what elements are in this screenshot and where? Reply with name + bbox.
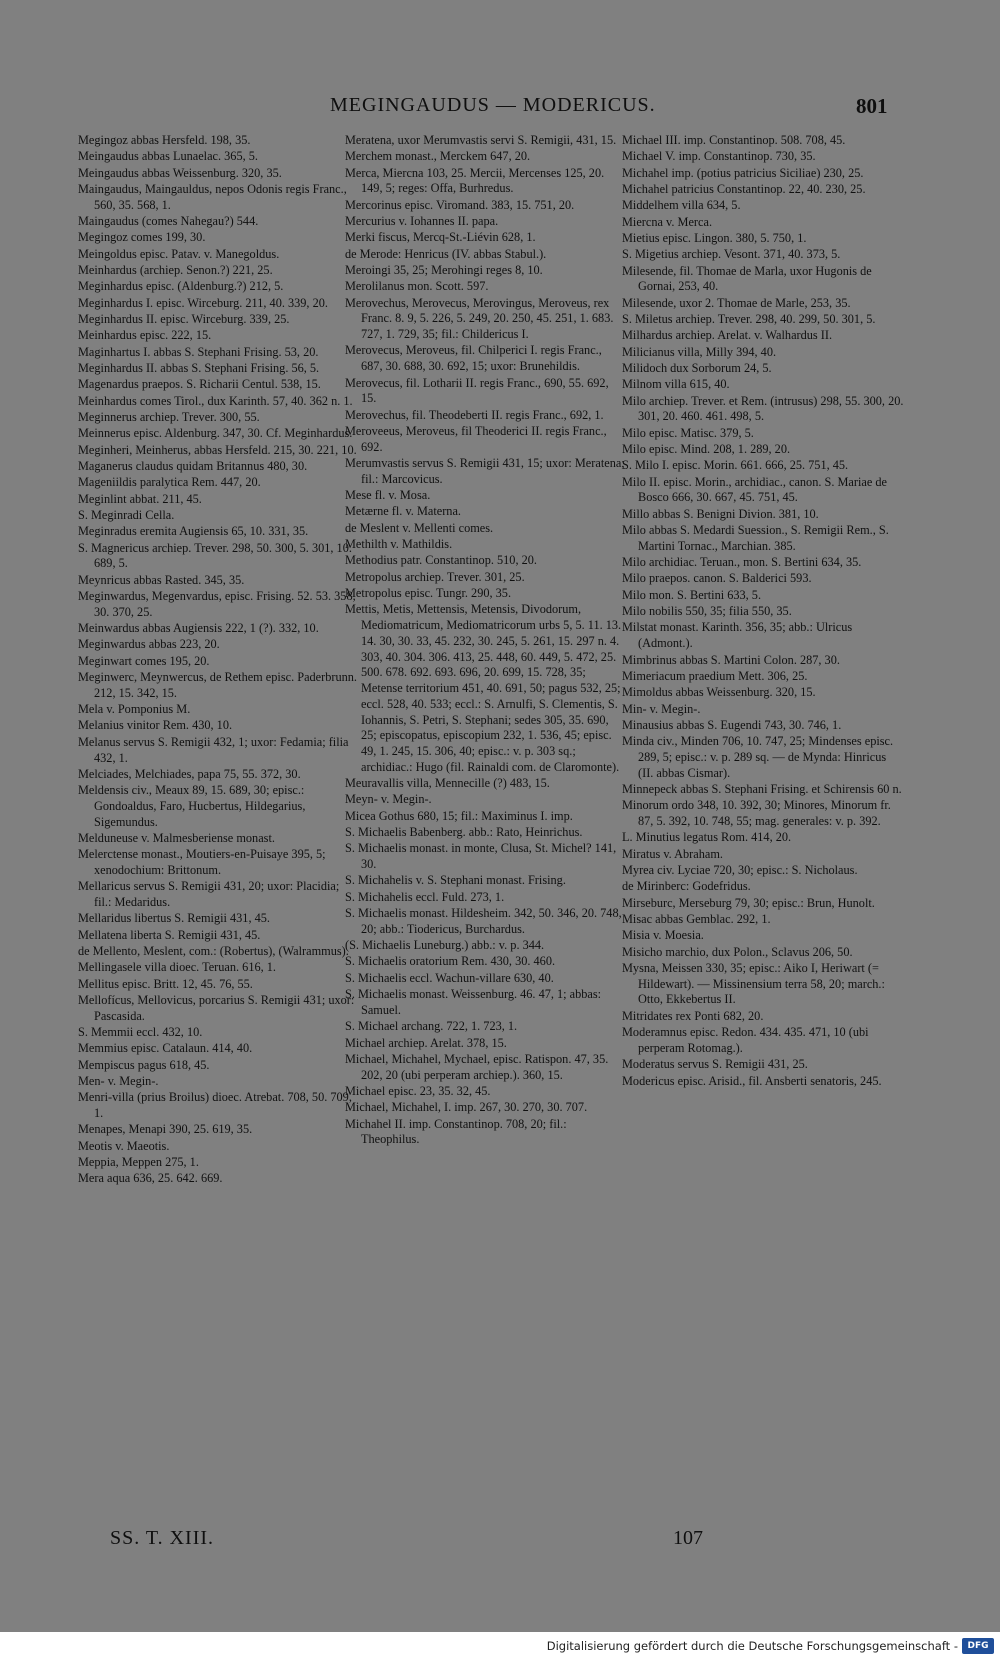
index-column-right: [622, 133, 904, 1090]
index-entry: Meppia, Meppen 275, 1.: [78, 1155, 199, 1170]
index-entry: Meginhardus episc. (Aldenburg.?) 212, 5.: [78, 279, 284, 294]
index-entry: Milnom villa 615, 40.: [622, 377, 730, 392]
index-entry: Mimoldus abbas Weissenburg. 320, 15.: [622, 685, 816, 700]
index-entry: Meginradus eremita Augiensis 65, 10. 331, 35.: [78, 524, 309, 539]
index-entry: de Mellento, Meslent, com.: (Robertus), (Walrammus).: [78, 944, 349, 959]
index-entry: Mitridates rex Ponti 682, 20.: [622, 1008, 764, 1023]
index-entry: Meinnerus episc. Aldenburg. 347, 30. Cf. Meginhardus.: [78, 426, 353, 441]
index-entry: Milesende, uxor 2. Thomae de Marle, 253, 35.: [622, 295, 851, 310]
index-entry: de Merode: Henricus (IV. abbas Stabul.).: [345, 246, 547, 261]
dfg-logo: DFG: [962, 1638, 994, 1654]
index-entry: Melduneuse v. Malmesberiense monast.: [78, 830, 275, 845]
index-entry: Meginnerus archiep. Trever. 300, 55.: [78, 409, 260, 424]
index-entry: Merumvastis servus S. Remigii 431, 15; uxor: Meratena; fil.: Marcovicus.: [345, 456, 625, 486]
index-entry: Maingaudus (comes Nahegau?) 544.: [78, 214, 259, 229]
index-entry: Millo abbas S. Benigni Divion. 381, 10.: [622, 506, 819, 521]
index-entry: S. Miletus archiep. Trever. 298, 40. 299, 50. 301, 5.: [622, 312, 876, 327]
index-entry: Meginhardus II. episc. Wirceburg. 339, 25.: [78, 312, 290, 327]
index-entry: Milhardus archiep. Arelat. v. Walhardus II.: [622, 328, 833, 343]
index-entry: Megingoz comes 199, 30.: [78, 230, 206, 245]
index-entry: Maginhartus I. abbas S. Stephani Frising. 53, 20.: [78, 344, 319, 359]
index-entry: (S. Michaelis Luneburg.) abb.: v. p. 344.: [345, 938, 545, 953]
index-entry: de Meslent v. Mellenti comes.: [345, 520, 494, 535]
index-entry: Menapes, Menapi 390, 25. 619, 35.: [78, 1122, 253, 1137]
index-entry: Meinhardus (archiep. Senon.?) 221, 25.: [78, 263, 273, 278]
index-entry: Mageniildis paralytica Rem. 447, 20.: [78, 475, 261, 490]
index-entry: S. Michaelis oratorium Rem. 430, 30. 460.: [345, 954, 556, 969]
index-entry: Milo II. episc. Morin., archidiac., canon. S. Mariae de Bosco 666, 30. 667, 45. 751, 45.: [622, 474, 887, 505]
index-entry: Michael archiep. Arelat. 378, 15.: [345, 1035, 507, 1050]
sheet-number: 107: [673, 1527, 703, 1549]
index-entry: Modericus episc. Arisid., fil. Ansberti senatoris, 245.: [622, 1073, 882, 1088]
index-entry: S. Michaelis Babenberg. abb.: Rato, Heinrichus.: [345, 825, 583, 840]
index-entry: S. Magnericus archiep. Trever. 298, 50. 300, 5. 301, 10. 689, 5.: [78, 540, 352, 571]
index-entry: Mellaricus servus S. Remigii 431, 20; uxor: Placidia; fil.: Medaridus.: [78, 879, 340, 910]
index-entry: Mietius episc. Lingon. 380, 5. 750, 1.: [622, 230, 807, 245]
credit-text: Digitalisierung gefördert durch die Deutsche Forschungsgemeinschaft -: [546, 1639, 958, 1653]
index-entry: Miratus v. Abraham.: [622, 846, 723, 861]
index-entry: Misac abbas Gemblac. 292, 1.: [622, 912, 771, 926]
index-entry: Mempiscus pagus 618, 45.: [78, 1057, 210, 1072]
index-entry: Merolilanus mon. Scott. 597.: [345, 279, 489, 294]
index-entry: Meratena, uxor Merumvastis servi S. Remigii, 431, 15.: [345, 133, 617, 147]
index-entry: Middelhem villa 634, 5.: [622, 198, 741, 213]
index-entry: Milidoch dux Sorborum 24, 5.: [622, 361, 772, 375]
index-entry: S. Michahelis v. S. Stephani monast. Frising.: [345, 873, 566, 888]
index-entry: Michael, Michahel, I. imp. 267, 30. 270, 30. 707.: [345, 1100, 588, 1115]
index-entry: Merovechus, Merovecus, Merovingus, Meroveus, rex Franc. 8. 9, 5. 226, 5. 249, 20. 250, 45. 251, 1. 683. 727, 1. 729, 35; fil.: Childericus I.: [345, 295, 614, 342]
index-entry: Milo nobilis 550, 35; filia 550, 35.: [622, 604, 792, 619]
index-entry: Milstat monast. Karinth. 356, 35; abb.: Ulricus (Admont.).: [622, 620, 853, 651]
index-entry: Meginheri, Meinherus, abbas Hersfeld. 215, 30. 221, 10.: [78, 442, 357, 457]
index-entry: Minnepeck abbas S. Stephani Frising. et Schirensis 60 n.: [622, 781, 902, 796]
running-title: MEGINGAUDUS — MODERICUS.: [330, 94, 656, 116]
index-entry: Misicho marchio, dux Polon., Sclavus 206, 50.: [622, 944, 853, 959]
index-entry: Mimbrinus abbas S. Martini Colon. 287, 30.: [622, 652, 840, 667]
index-entry: Meotis v. Maeotis.: [78, 1138, 170, 1153]
digitization-credit-bar: [0, 1632, 1000, 1661]
index-entry: Michahel patricius Constantinop. 22, 40. 230, 25.: [622, 181, 866, 196]
index-column-left: [78, 133, 358, 1188]
index-entry: Meinwardus abbas Augiensis 222, 1 (?). 332, 10.: [78, 621, 319, 636]
index-entry: Milo praepos. canon. S. Balderici 593.: [622, 571, 812, 586]
index-entry: Misia v. Moesia.: [622, 928, 704, 943]
index-entry: Miercna v. Merca.: [622, 214, 713, 229]
index-entry: Metropolus episc. Tungr. 290, 35.: [345, 586, 512, 601]
index-entry: Melerctense monast., Moutiers-en-Puisaye 395, 5; xenodochium: Brittonum.: [78, 847, 326, 878]
index-entry: Meginwerc, Meynwercus, de Rethem episc. Paderbrunn. 212, 15. 342, 15.: [78, 670, 357, 700]
index-entry: Meingoldus episc. Patav. v. Manegoldus.: [78, 246, 280, 261]
index-entry: Min- v. Megin-.: [622, 701, 701, 716]
index-entry: Magenardus praepos. S. Richarii Centul. 538, 15.: [78, 377, 321, 392]
index-entry: Meginhardus II. abbas S. Stephani Frising. 56, 5.: [78, 361, 320, 375]
index-entry: Milo episc. Mind. 208, 1. 289, 20.: [622, 442, 791, 457]
index-entry: S. Meginradi Cella.: [78, 507, 175, 522]
index-entry: Mercorinus episc. Viromand. 383, 15. 751, 20.: [345, 197, 575, 212]
index-entry: Milo archiep. Trever. et Rem. (intrusus) 298, 55. 300, 20. 301, 20. 460. 461. 498, 5.: [622, 393, 904, 424]
index-entry: Metærne fl. v. Materna.: [345, 504, 461, 519]
index-entry: Moderatus servus S. Remigii 431, 25.: [622, 1057, 808, 1072]
index-entry: Milo archidiac. Teruan., mon. S. Bertini 634, 35.: [622, 555, 862, 570]
index-entry: L. Minutius legatus Rom. 414, 20.: [622, 830, 792, 845]
index-entry: Milo mon. S. Bertini 633, 5.: [622, 587, 762, 602]
index-entry: Meyn- v. Megin-.: [345, 792, 432, 807]
index-entry: S. Michaelis monast. Weissenburg. 46. 47, 1; abbas: Samuel.: [345, 987, 602, 1017]
index-entry: Mela v. Pomponius M.: [78, 702, 191, 717]
index-entry: Memmius episc. Catalaun. 414, 40.: [78, 1041, 253, 1056]
index-entry: Milo abbas S. Medardi Suession., S. Remigii Rem., S. Martini Tornac., Marchian. 385.: [622, 523, 889, 553]
index-entry: S. Michaelis monast. Hildesheim. 342, 50. 346, 20. 748, 20; abb.: Tiodericus, Burchardus.: [345, 906, 622, 936]
index-entry: Meroingi 35, 25; Merohingi reges 8, 10.: [345, 263, 543, 278]
page-number: 801: [856, 94, 888, 118]
index-entry: Mercurius v. Iohannes II. papa.: [345, 214, 499, 229]
index-entry: Myrea civ. Lyciae 720, 30; episc.: S. Nicholaus.: [622, 863, 858, 878]
index-entry: Metropolus archiep. Trever. 301, 25.: [345, 569, 525, 584]
index-entry: S. Michahelis eccl. Fuld. 273, 1.: [345, 889, 505, 904]
index-entry: Michael episc. 23, 35. 32, 45.: [345, 1083, 491, 1098]
index-entry: Michahel imp. (potius patricius Siciliae) 230, 25.: [622, 165, 864, 180]
index-entry: Milicianus villa, Milly 394, 40.: [622, 344, 777, 359]
index-entry: Minausius abbas S. Eugendi 743, 30. 746, 1.: [622, 717, 842, 732]
index-entry: Mellingasele villa dioec. Teruan. 616, 1.: [78, 960, 276, 975]
index-entry: Meroveeus, Meroveus, fil Theoderici II. regis Franc., 692.: [345, 423, 607, 454]
index-entry: Melanus servus S. Remigii 432, 1; uxor: Fedamia; filia 432, 1.: [78, 734, 349, 765]
index-entry: Merca, Miercna 103, 25. Mercii, Mercenses 125, 20. 149, 5; reges: Offa, Burhredus.: [345, 165, 605, 196]
index-entry: Meginhardus I. episc. Wirceburg. 211, 40. 339, 20.: [78, 295, 328, 310]
index-entry: S. Michaelis eccl. Wachun-villare 630, 40.: [345, 970, 554, 985]
index-entry: S. Migetius archiep. Vesont. 371, 40. 373, 5.: [622, 247, 841, 262]
index-entry: Mellatena liberta S. Remigii 431, 45.: [78, 927, 261, 942]
index-column-middle: [345, 133, 625, 1149]
index-entry: Meginwardus, Megenvardus, episc. Frising. 52. 53. 358, 30. 370, 25.: [78, 589, 356, 619]
index-entry: Menri-villa (prius Broilus) dioec. Atrebat. 708, 50. 709, 1.: [78, 1090, 352, 1121]
index-entry: Michael, Michahel, Mychael, episc. Ratispon. 47, 35. 202, 20 (ubi perperam archiep.). 360, 15.: [345, 1051, 609, 1082]
index-entry: Meinhardus comes Tirol., dux Karinth. 57, 40. 362 n. 1.: [78, 393, 353, 408]
index-entry: Mysna, Meissen 330, 35; episc.: Aiko I, Heriwart (= Hildewart). — Missinensium terra 58, 20; march.: Otto, Ekkebertus II.: [622, 960, 885, 1007]
index-entry: Meynricus abbas Rasted. 345, 35.: [78, 572, 245, 587]
index-entry: Methilth v. Mathildis.: [345, 537, 453, 552]
index-entry: Michael V. imp. Constantinop. 730, 35.: [622, 149, 816, 164]
index-entry: Mettis, Metis, Mettensis, Metensis, Divodorum, Mediomatricum, Mediomatricorum urbs 5, 5. 11. 13. 14. 30, 30. 33, 45. 232, 30. 245, 5. 261, 15. 297 n. 4. 303, 40. 304. 306. 413, 25. 448, 60. 449, 5. 472, 25. 500. 678. 692. 693. 696, 20. 699, 15. 728, 35; Metense territorium 451, 40. 691, 50; pagus 532, 25; eccl. 528, 40. 533; eccl.: S. Arnulfi, S. Clementis, S. Iohannis, S. Petri, S. Stephani; sedes 305, 35. 690, 25; episcopatus, episcopium 232, 1. 536, 45; episc. 49, 1. 245, 15. 306, 40; episc.: v. p. 303 sq.; archidiac.: Hugo (fil. Rainaldi com. de Claromonte).: [345, 602, 622, 774]
index-entry: Micea Gothus 680, 15; fil.: Maximinus I. imp.: [345, 808, 573, 823]
index-entry: Meingaudus abbas Lunaelac. 365, 5.: [78, 149, 258, 164]
sheet-signature: SS. T. XIII.: [110, 1527, 215, 1549]
index-entry: Milesende, fil. Thomae de Marla, uxor Hugonis de Gornai, 253, 40.: [622, 263, 872, 294]
index-entry: Mera aqua 636, 25. 642. 669.: [78, 1171, 223, 1186]
index-entry: Melanius vinitor Rem. 430, 10.: [78, 718, 233, 733]
index-entry: S. Milo I. episc. Morin. 661. 666, 25. 751, 45.: [622, 458, 849, 473]
index-entry: Merovecus, Meroveus, fil. Chilperici I. regis Franc., 687, 30. 688, 30. 692, 15; uxor: Brunehildis.: [345, 343, 602, 374]
index-entry: Meginlint abbat. 211, 45.: [78, 491, 202, 506]
index-entry: Michael III. imp. Constantinop. 508. 708, 45.: [622, 133, 846, 147]
index-entry: Merovecus, fil. Lotharii II. regis Franc., 690, 55. 692, 15.: [345, 375, 609, 406]
running-head: [0, 94, 1000, 122]
index-entry: S. Michaelis monast. in monte, Clusa, St. Michel? 141, 30.: [345, 841, 617, 872]
index-entry: Minorum ordo 348, 10. 392, 30; Minores, Minorum fr. 87, 5. 392, 10. 748, 55; mag. generales: v. p. 392.: [622, 798, 891, 829]
index-entry: Meginwart comes 195, 20.: [78, 653, 210, 668]
index-entry: Merchem monast., Merckem 647, 20.: [345, 149, 531, 164]
index-entry: Meinhardus episc. 222, 15.: [78, 328, 212, 343]
index-entry: Maganerus claudus quidam Britannus 480, 30.: [78, 458, 308, 473]
index-entry: Methodius patr. Constantinop. 510, 20.: [345, 553, 537, 568]
index-entry: Megingoz abbas Hersfeld. 198, 35.: [78, 133, 251, 147]
index-entry: Michahel II. imp. Constantinop. 708, 20; fil.: Theophilus.: [345, 1116, 567, 1147]
index-entry: Merovechus, fil. Theodeberti II. regis Franc., 692, 1.: [345, 407, 604, 422]
index-entry: Meginwardus abbas 223, 20.: [78, 637, 220, 652]
index-entry: Mimeriacum praedium Mett. 306, 25.: [622, 668, 808, 683]
index-entry: S. Michael archang. 722, 1. 723, 1.: [345, 1019, 518, 1034]
index-entry: Merki fiscus, Mercq-St.-Liévin 628, 1.: [345, 230, 536, 245]
index-entry: Mese fl. v. Mosa.: [345, 488, 431, 503]
index-entry: Men- v. Megin-.: [78, 1074, 159, 1089]
index-entry: Mellitus episc. Britt. 12, 45. 76, 55.: [78, 976, 253, 991]
index-entry: Mirseburc, Merseburg 79, 30; episc.: Brun, Hunolt.: [622, 895, 875, 910]
index-entry: Meingaudus abbas Weissenburg. 320, 35.: [78, 165, 282, 180]
index-entry: Melciades, Melchiades, papa 75, 55. 372, 30.: [78, 766, 301, 781]
index-entry: Meldensis civ., Meaux 89, 15. 689, 30; episc.: Gondoaldus, Faro, Hucbertus, Hildegarius, Sigemundus.: [78, 783, 306, 829]
index-entry: Minda civ., Minden 706, 10. 747, 25; Mindenses episc. 289, 5; episc.: v. p. 289 sq. — de Mynda: Hinricus (II. abbas Cismar).: [622, 734, 894, 780]
index-entry: Mellofícus, Mellovicus, porcarius S. Remigii 431; uxor: Pascasida.: [78, 993, 355, 1023]
index-entry: Milo episc. Matisc. 379, 5.: [622, 425, 754, 440]
index-entry: Moderamnus episc. Redon. 434. 435. 471, 10 (ubi perperam Rotomag.).: [622, 1025, 869, 1055]
index-entry: S. Memmii eccl. 432, 10.: [78, 1025, 203, 1040]
index-entry: Mellaridus libertus S. Remigii 431, 45.: [78, 911, 270, 926]
index-entry: Meuravallis villa, Mennecille (?) 483, 15.: [345, 776, 550, 791]
index-entry: Maingaudus, Maingauldus, nepos Odonis regis Franc., 560, 35. 568, 1.: [78, 181, 347, 212]
index-entry: de Mirinberc: Godefridus.: [622, 879, 751, 894]
